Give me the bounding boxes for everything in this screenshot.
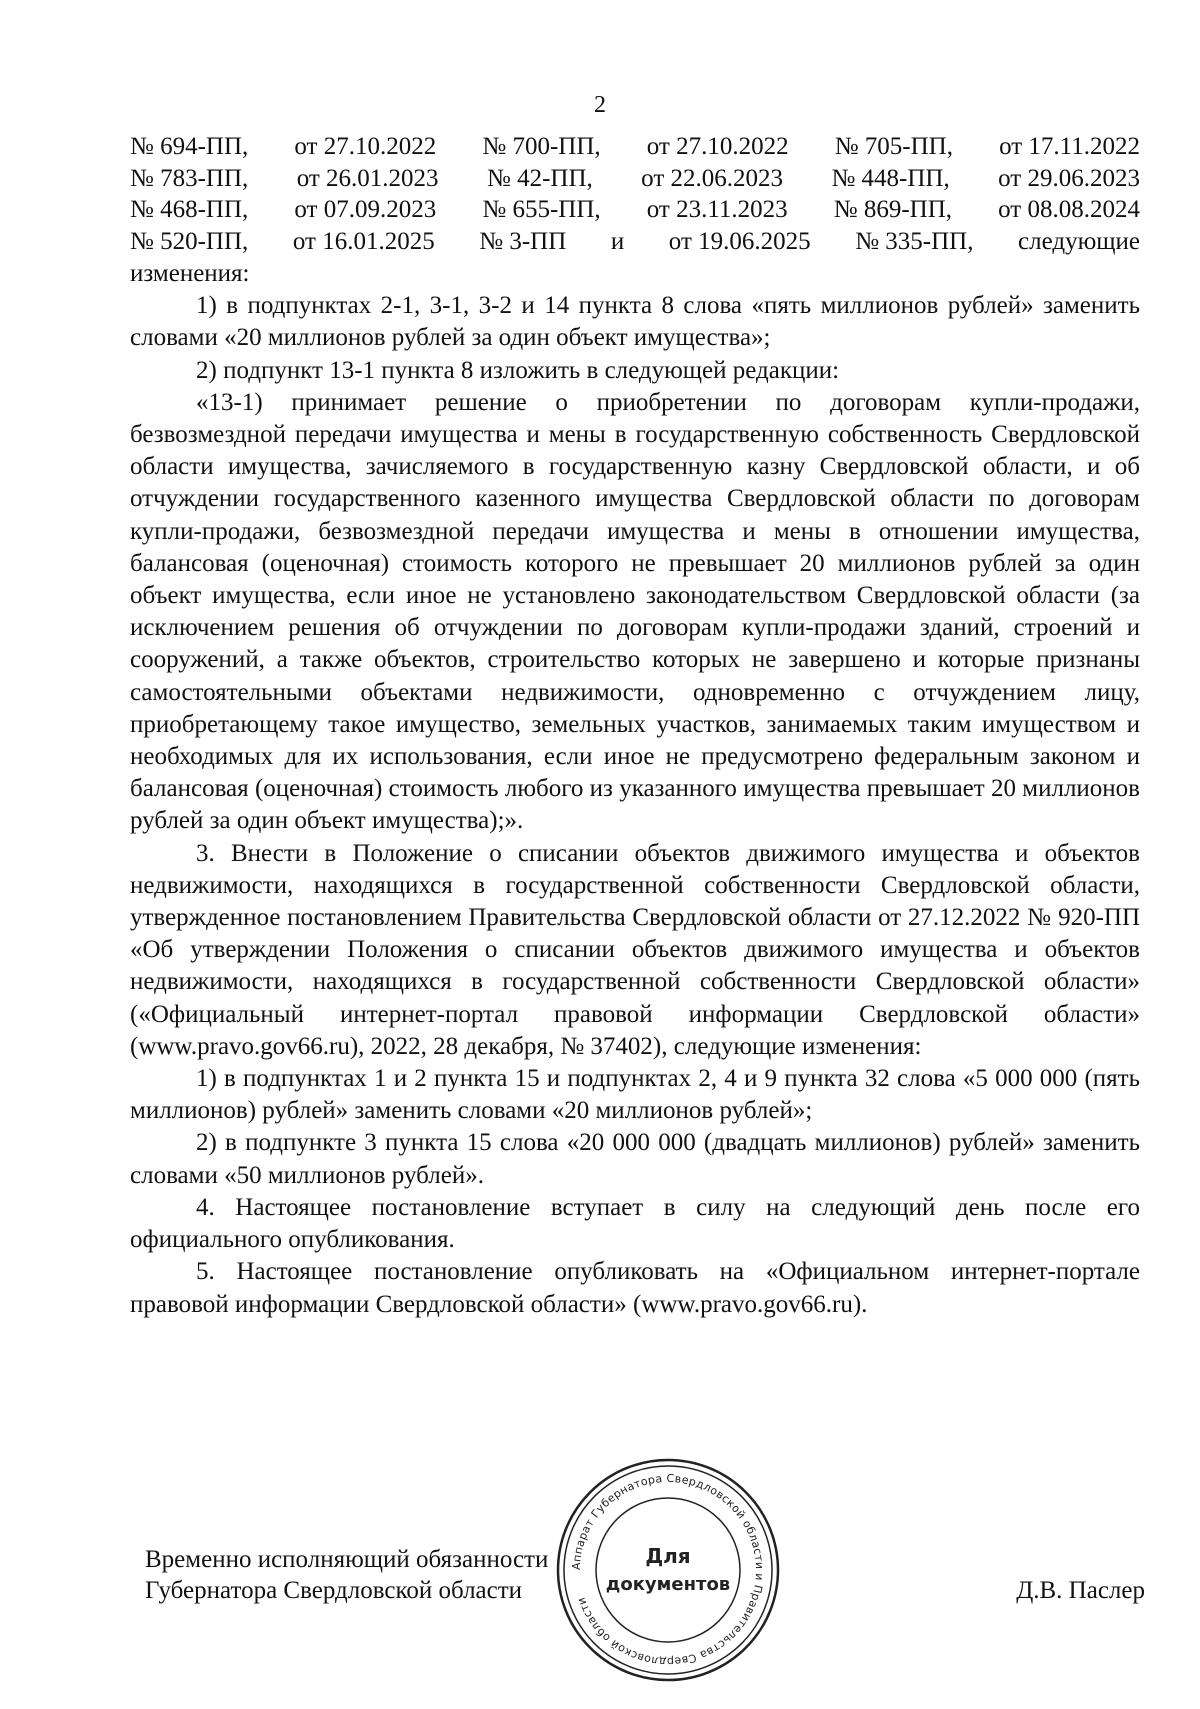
signatory-name: Д.В. Паслер <box>1016 1577 1145 1604</box>
ref-number: № 655-ПП, <box>482 196 601 223</box>
ref-date: от 22.06.2023 <box>641 164 784 192</box>
reference-row <box>130 131 1140 163</box>
ref-date: от 17.11.2022 <box>999 133 1140 160</box>
ref-date: от 23.11.2023 <box>646 196 788 223</box>
paragraph: 2) в подпункте 3 пункта 15 слова «20 000 000 (двадцать миллионов) рублей» заменить словами «50 миллионов рублей». <box>130 1129 1140 1189</box>
ref-number: № 468-ПП, <box>130 196 249 223</box>
ref-date: от 27.10.2022 <box>294 133 437 160</box>
ref-number: № 869-ПП, <box>833 196 953 223</box>
ref-number: № 694-ПП, <box>130 133 249 160</box>
ref-number: № 783-ПП, <box>130 164 249 192</box>
reference-row <box>130 194 1140 226</box>
document-body <box>130 258 1140 1321</box>
ref-date: от 16.01.2025 <box>292 227 435 255</box>
paragraph: 1) в подпунктах 1 и 2 пункта 15 и подпунктах 2, 4 и 9 пункта 32 слова «5 000 000 (пять миллионов) рублей» заменить словами «20 миллионов рублей»; <box>130 1065 1140 1125</box>
stamp-center-line: документов <box>605 1574 731 1595</box>
ref-number: № 520-ПП, <box>130 227 249 255</box>
paragraph: 2) подпункт 13-1 пункта 8 изложить в следующей редакции: <box>196 356 840 384</box>
stamp-center-line: Для <box>645 1544 691 1568</box>
paragraph: изменения: <box>130 260 250 287</box>
stamp-ring-text: Аппарат Губернатора Свердловской области и Правительства Свердловской области <box>569 1471 767 1669</box>
position-line: Губернатора Свердловской области <box>145 1577 523 1604</box>
reference-row <box>130 226 1140 258</box>
ref-number: № 705-ПП, <box>834 133 953 160</box>
reference-list <box>130 131 1140 257</box>
ref-date: от 27.10.2022 <box>646 133 789 160</box>
paragraph: 3. Внести в Положение о списании объектов движимого имущества и объектов недвижимости, находящихся в государственной собственности Свердловской области, утвержденное постановлением Правительства Свердловской области от 27.12.2022 № 920-ПП «Об утверждении Положения о списании объектов движимого имущества и объектов недвижимости, находящихся в государственной собственности Свердловской области» («Официальный интернет-портал правовой информации Свердловской области» (www.pravo.gov66.ru), 2022, 28 декабря, № 37402), следующие изменения: <box>130 839 1140 1060</box>
ref-number: № 42-ПП, <box>486 164 593 192</box>
ref-date: от 08.08.2024 <box>998 196 1140 223</box>
official-stamp <box>553 1455 783 1685</box>
paragraph: 4. Настоящее постановление вступает в силу на следующий день после его официального опубликования. <box>130 1193 1140 1254</box>
ref-number: № 3-ПП <box>479 227 567 255</box>
page-number: 2 <box>594 92 606 118</box>
ref-number: № 448-ПП, <box>831 164 950 192</box>
paragraph: 5. Настоящее постановление опубликовать на «Официальном интернет-портале правовой информации Свердловской области» (www.pravo.gov66.ru). <box>130 1258 1140 1318</box>
ref-date: от 07.09.2023 <box>294 196 437 223</box>
reference-row <box>130 163 1140 195</box>
signatory-position <box>145 1544 548 1606</box>
ref-number: № 335-ПП, <box>855 227 974 255</box>
ref-conjunction: и <box>610 227 625 255</box>
position-line: Временно исполняющий обязанности <box>145 1546 549 1573</box>
ref-date: от 19.06.2025 <box>668 227 811 255</box>
paragraph: «13-1) принимает решение о приобретении по договорам купли-продажи, безвозмездной передачи имущества и мены в государственную собственность Свердловской области имущества, зачисляемого в государственную казну Свердловской области, и об отчуждении государственного казенного имущества Свердловской области по договорам купли-продажи, безвозмездной передачи имущества и мены в отношении имущества, балансовая (оценочная) стоимость которого не превышает 20 миллионов рублей за один объект имущества, если иное не установлено законодательством Свердловской области (за исключением решения об отчуждении по договорам купли-продажи зданий, строений и сооружений, а также объектов, строительство которых не завершено и которые признаны самостоятельными объектами недвижимости, одновременно с отчуждением лицу, приобретающему такое имущество, земельных участков, занимаемых таким имуществом и необходимых для их использования, если иное не предусмотрено федеральным законом и балансовая (оценочная) стоимость любого из указанного имущества превышает 20 миллионов рублей за один объект имущества);». <box>130 388 1140 835</box>
ref-number: № 700-ПП, <box>482 133 601 160</box>
paragraph: 1) в подпунктах 2-1, 3-1, 3-2 и 14 пункта 8 слова «пять миллионов рублей» заменить словами «20 миллионов рублей за один объект имущества»; <box>130 292 1140 352</box>
ref-date: от 26.01.2023 <box>296 164 439 192</box>
ref-continuation: следующие <box>1018 227 1140 255</box>
svg-text:Аппарат Губернатора Свердловск <box>570 1472 766 1668</box>
ref-date: от 29.06.2023 <box>998 164 1140 192</box>
